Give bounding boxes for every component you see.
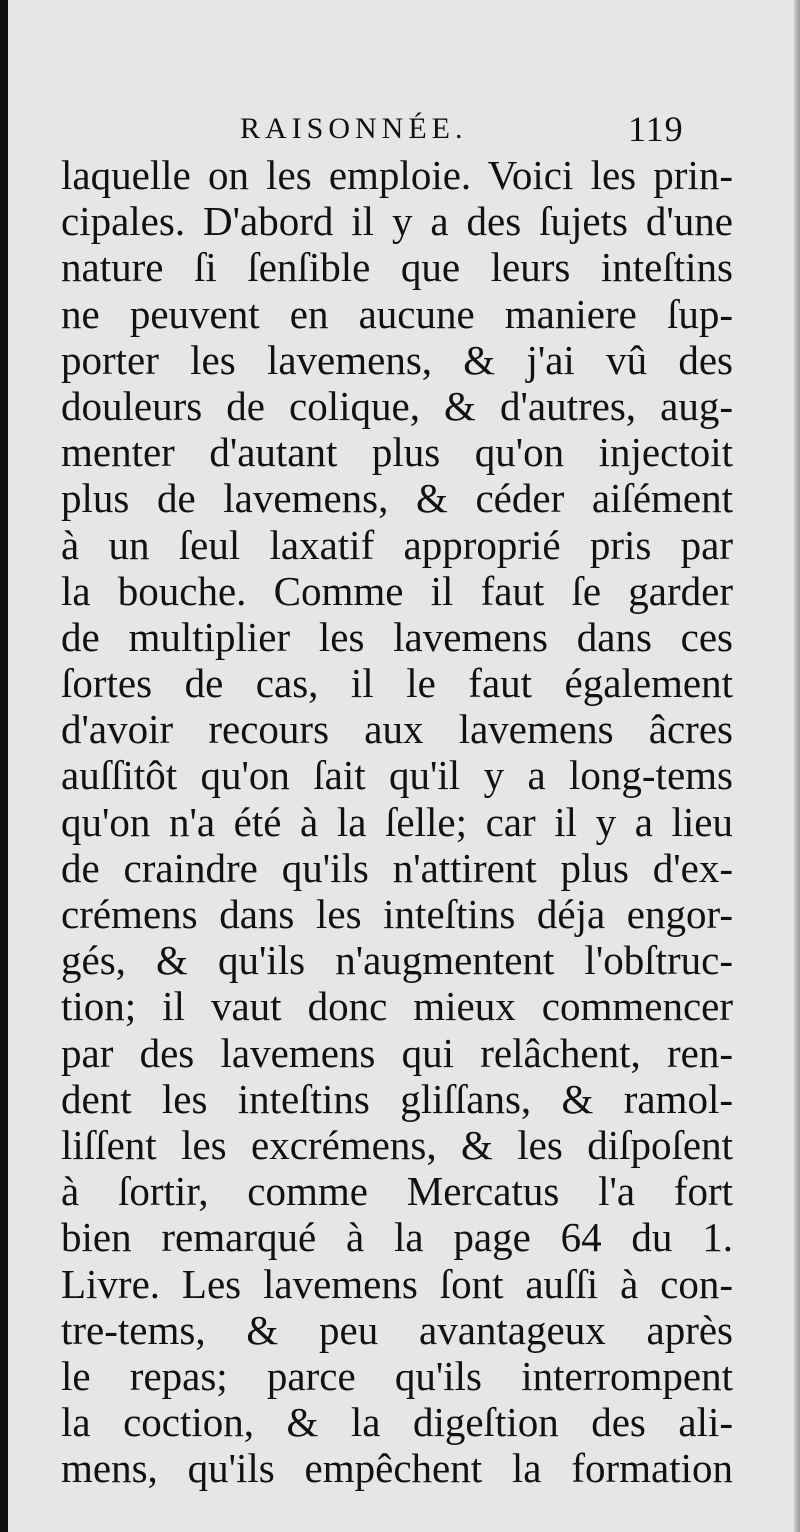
text-line: douleurs de colique, & d'autres, aug- bbox=[61, 382, 733, 429]
text-line: de craindre qu'ils n'attirent plus d'ex- bbox=[61, 844, 733, 891]
running-title: RAISONNÉE. bbox=[240, 112, 468, 145]
text-line: bien remarqué à la page 64 du 1. bbox=[61, 1214, 733, 1261]
running-head bbox=[8, 109, 800, 152]
text-line: mens, qu'ils empêchent la formation bbox=[61, 1445, 733, 1492]
text-line: à un ſeul laxatif approprié pris par bbox=[61, 521, 733, 568]
text-line: ſortes de cas, il le faut également bbox=[61, 660, 733, 707]
text-line: qu'on n'a été à la ſelle; car il y a lieu bbox=[61, 798, 733, 845]
text-line: à ſortir, comme Mercatus l'a fort bbox=[61, 1168, 733, 1215]
text-line: plus de lavemens, & céder aiſément bbox=[61, 475, 733, 522]
text-line: tre-tems, & peu avantageux après bbox=[61, 1306, 733, 1353]
text-line: par des lavemens qui relâchent, ren- bbox=[61, 1029, 733, 1076]
text-line: porter les lavemens, & j'ai vû des bbox=[61, 336, 733, 383]
text-line: cipales. D'abord il y a des ſujets d'une bbox=[61, 198, 733, 245]
text-line: Livre. Les lavemens ſont auſſi à con- bbox=[61, 1260, 733, 1307]
page-left-edge bbox=[0, 0, 8, 1532]
body-text bbox=[61, 152, 733, 1491]
text-line: ne peuvent en aucune maniere ſup- bbox=[61, 290, 733, 337]
text-line: la coction, & la digeſtion des ali- bbox=[61, 1399, 733, 1446]
text-line: la bouche. Comme il faut ſe garder bbox=[61, 567, 733, 614]
text-line: liſſent les excrémens, & les diſpoſent bbox=[61, 1121, 733, 1168]
text-line: dent les inteſtins gliſſans, & ramol- bbox=[61, 1075, 733, 1122]
text-line: d'avoir recours aux lavemens âcres bbox=[61, 706, 733, 753]
page-right-edge bbox=[794, 0, 800, 1532]
text-line: tion; il vaut donc mieux commencer bbox=[61, 983, 733, 1030]
page-number: 119 bbox=[628, 109, 684, 149]
text-line: gés, & qu'ils n'augmentent l'obſtruc- bbox=[61, 937, 733, 984]
text-line: laquelle on les emploie. Voici les prin- bbox=[61, 152, 733, 198]
text-line: auſſitôt qu'on ſait qu'il y a long-tems bbox=[61, 752, 733, 799]
text-line: crémens dans les inteſtins déja engor- bbox=[61, 891, 733, 937]
text-line: nature ſi ſenſible que leurs inteſtins bbox=[61, 244, 733, 291]
text-line: le repas; parce qu'ils interrompent bbox=[61, 1352, 733, 1399]
text-line: de multiplier les lavemens dans ces bbox=[61, 613, 733, 660]
book-page bbox=[8, 0, 800, 1532]
text-line: menter d'autant plus qu'on injectoit bbox=[61, 429, 733, 476]
